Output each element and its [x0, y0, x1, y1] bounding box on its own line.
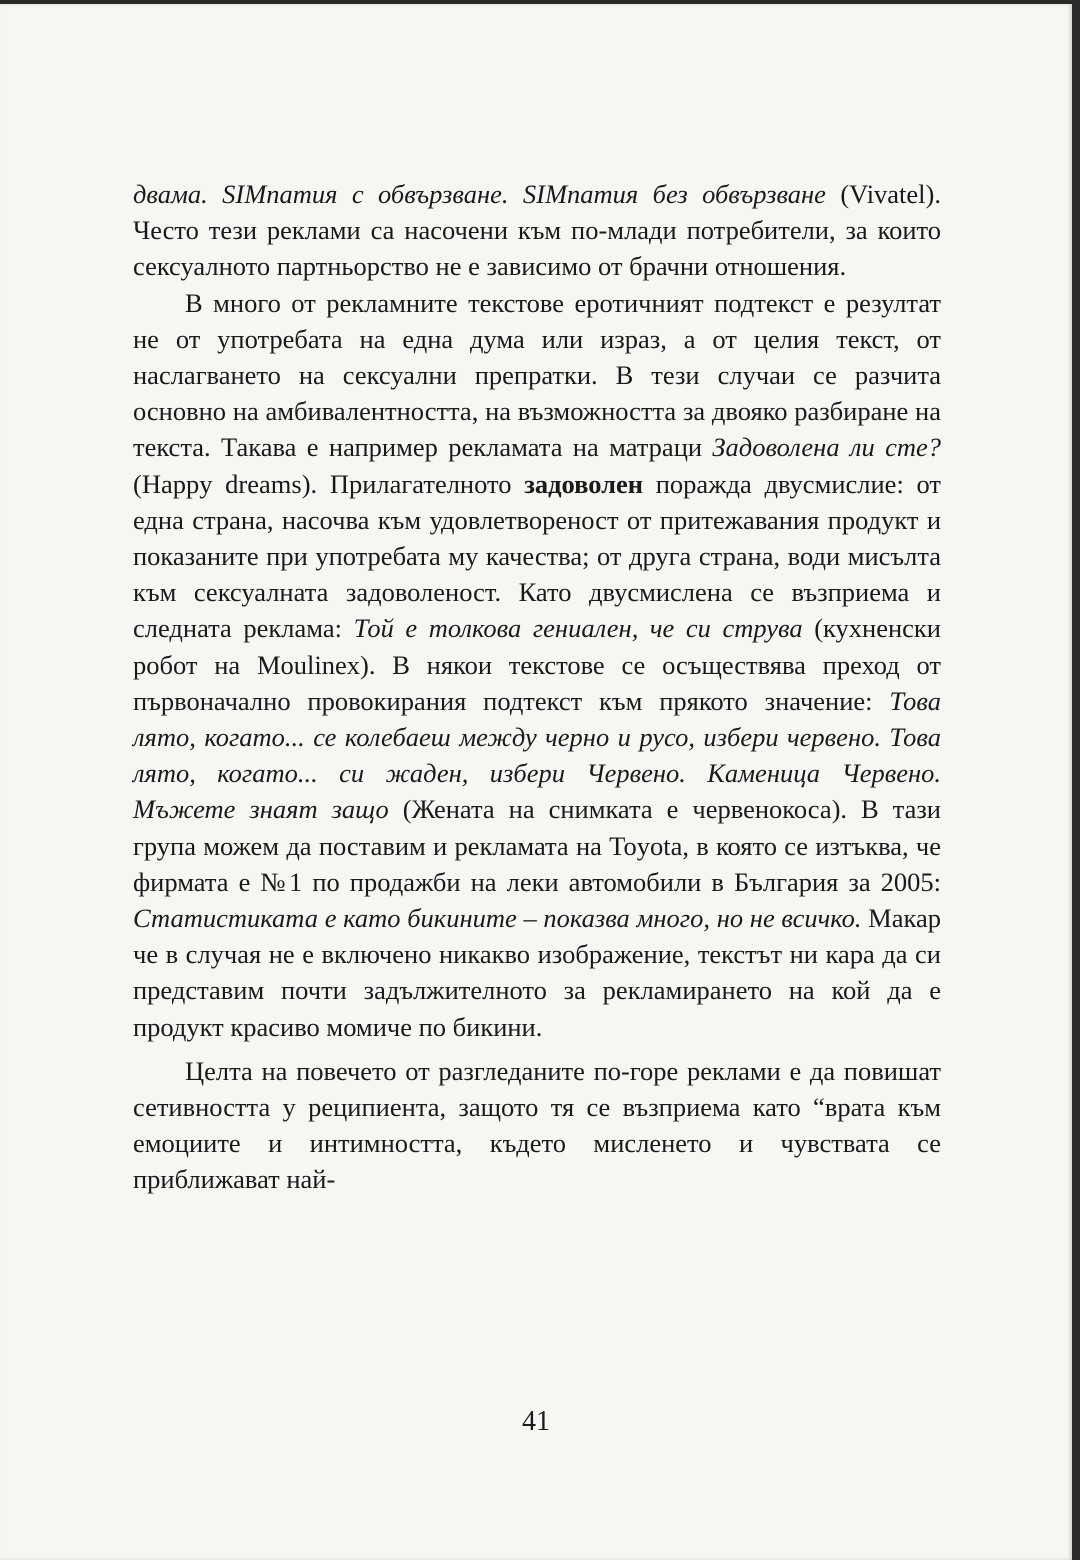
italic-phrase: Той е толкова гениален, че си струва — [353, 613, 803, 644]
text-span: поражда двусмислие: от една страна, насочва към удовлетвореност от притежавания продукт и показаните при употребата му качества; от друга страна, води мисълта към сексуалната задоволеност. Като двусмислена се възприема и следната реклама: — [133, 468, 941, 644]
bold-term: задоволен — [524, 468, 644, 499]
italic-phrase: Това лято, когато... се колебаеш между черно и русо, избери червено. Това лято, когато... си жаден, избери Червено. Каменица Червено. Мъжете знаят защо — [133, 685, 941, 825]
text-span: (Happy dreams). Прилагателното — [133, 468, 525, 499]
body-text — [133, 176, 941, 1198]
text-span: В много от рекламните текстове еротичният подтекст е резултат не от употребата на една дума или израз, а от целия текст, от наслагването на сексуални препратки. В тези случаи се разчита основно на амбивалентността, на възможността за двояко разбиране на текста. Такава е например рекламата на матраци — [133, 287, 941, 463]
book-page — [0, 4, 1072, 1560]
paragraph-3 — [133, 1053, 941, 1198]
text-span: Целта на повечето от разгледаните по-горе реклами е да повишат сетивността у реципиента, защото тя се възприема като “врата към емоциите и интимността, където мисленето и чувствата се приближават най- — [133, 1055, 941, 1195]
text-span: (Vivatel). Често тези реклами са насочени към по-млади потребители, за които сексуалното партньорство не е зависимо от брачни отношения. — [133, 179, 941, 282]
page-number: 41 — [522, 1406, 550, 1437]
italic-phrase: двама. SIMпатия с обвързване. SIMпатия без обвързване — [133, 179, 826, 209]
text-span: Макар че в случая не е включено никакво изображение, текстът ни кара да си представим почти задължителното за рекламирането на кой да е продукт красиво момиче по бикини. — [133, 903, 941, 1042]
paragraph-1 — [133, 176, 941, 285]
text-span: (Жената на снимката е червенокоса). В тази група можем да поставим и рекламата на Toyota, в която се изтъква, че фирмата е №1 по продажби на леки автомобили в България за 2005: — [133, 794, 941, 897]
italic-phrase: Задоволена ли сте? — [712, 432, 941, 463]
italic-phrase: Статистиката е като бикините – показва много, но не всичко. — [133, 903, 862, 934]
text-span: (кухненски робот на Moulinex). В някои текстове се осъществява преход от първоначално провокирания подтекст към прякото значение: — [133, 613, 941, 716]
paragraph-2 — [133, 285, 941, 1045]
